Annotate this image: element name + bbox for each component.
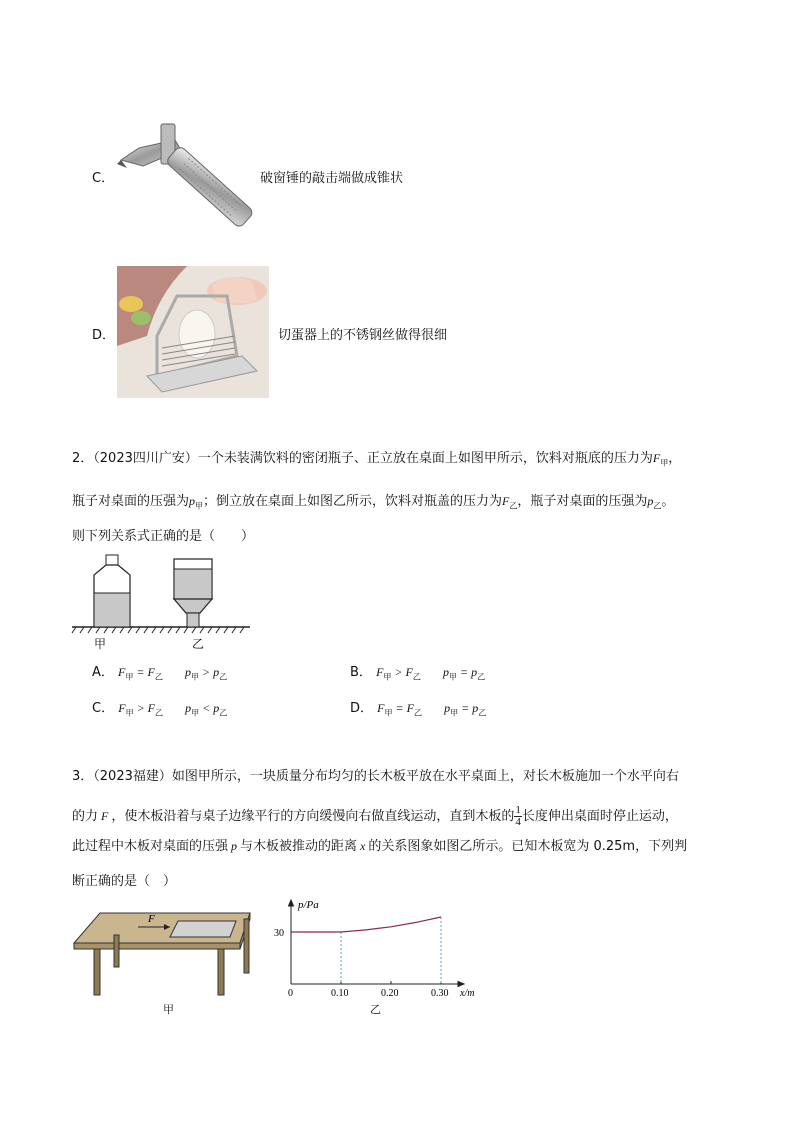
q2-line2: 瓶子对桌面的压强为$p_甲$；倒立放在桌面上如图乙所示，饮料对瓶盖的压力为$F_乙$，瓶子对桌面的压强为$p_乙$。 xyxy=(72,494,675,511)
q3-line3: 此过程中木板对桌面的压强 p 与木板被推动的距离 x 的关系图象如图乙所示。已知木板宽为 0.25m，下列判 xyxy=(72,839,688,854)
q2-line1-text: 2．（2023四川广安）一个未装满饮料的密闭瓶子、正立放在桌面上如图甲所示，饮料对瓶底的压力为 xyxy=(72,451,653,466)
option-c-label: C． xyxy=(92,171,115,186)
q2-option-d[interactable]: D． $F_甲 = F_乙$ $p_甲 = p_乙$ xyxy=(350,701,487,718)
q2-option-a[interactable]: A． $F_甲 = F_乙$ $p_甲 > p_乙$ xyxy=(92,665,228,682)
chart-y-label: p/Pa xyxy=(298,899,319,911)
q3-line1: 3．（2023福建）如图甲所示，一块质量分布均匀的长木板平放在水平桌面上，对长木板施加一个水平向右 xyxy=(72,769,679,784)
chart-y-tick-label: 30 xyxy=(274,928,284,939)
q2-f-jia: $F_甲$ xyxy=(652,451,669,468)
q3-line4: 断正确的是（ ） xyxy=(72,874,177,889)
q2-fig-label-yi: 乙 xyxy=(192,637,205,651)
q2-option-c[interactable]: C． $F_甲 > F_乙$ $p_甲 < p_乙$ xyxy=(92,701,228,718)
option-c-caption: 破窗锤的敲击端做成锥状 xyxy=(260,171,404,186)
q3-fig-label-yi: 乙 xyxy=(370,1003,381,1016)
chart-origin-label: 0 xyxy=(288,988,293,999)
q3-table-figure xyxy=(70,905,260,1005)
q3-fig-label-jia: 甲 xyxy=(163,1003,174,1016)
q3-force-label: F xyxy=(148,913,155,925)
chart-x-tick-label: 0.20 xyxy=(381,988,399,999)
q2-option-b[interactable]: B． $F_甲 > F_乙$ $p_甲 = p_乙$ xyxy=(350,665,486,682)
option-d-label: D． xyxy=(92,328,116,343)
q3-line2: 的力 F ，使木板沿着与桌子边缘平行的方向缓慢向右做直线运动，直到木板的 $\frac{1}{4}$ 长度伸出桌面时停止运动， xyxy=(72,804,678,828)
chart-series-line xyxy=(291,917,441,932)
q3-pressure-chart xyxy=(270,896,490,1002)
q2-line3: 则下列关系式正确的是（ ） xyxy=(72,529,255,544)
chart-x-tick-label: 0.30 xyxy=(431,988,449,999)
q3-fraction: $\frac{1}{4}$ xyxy=(515,804,521,828)
chart-y-arrow xyxy=(289,900,294,906)
hammer-icon xyxy=(117,116,257,234)
q2-fig-label-jia: 甲 xyxy=(94,637,107,651)
q2-line1: 2．（2023四川广安）一个未装满饮料的密闭瓶子、正立放在桌面上如图甲所示，饮料对瓶底的压力为$F_甲$， xyxy=(72,451,682,468)
chart-x-arrow xyxy=(458,982,464,987)
option-d-caption: 切蛋器上的不锈钢丝做得很细 xyxy=(278,328,448,343)
chart-x-label: x/m xyxy=(460,988,475,999)
egg-slicer-icon xyxy=(117,266,269,398)
chart-x-tick-label: 0.10 xyxy=(331,988,349,999)
